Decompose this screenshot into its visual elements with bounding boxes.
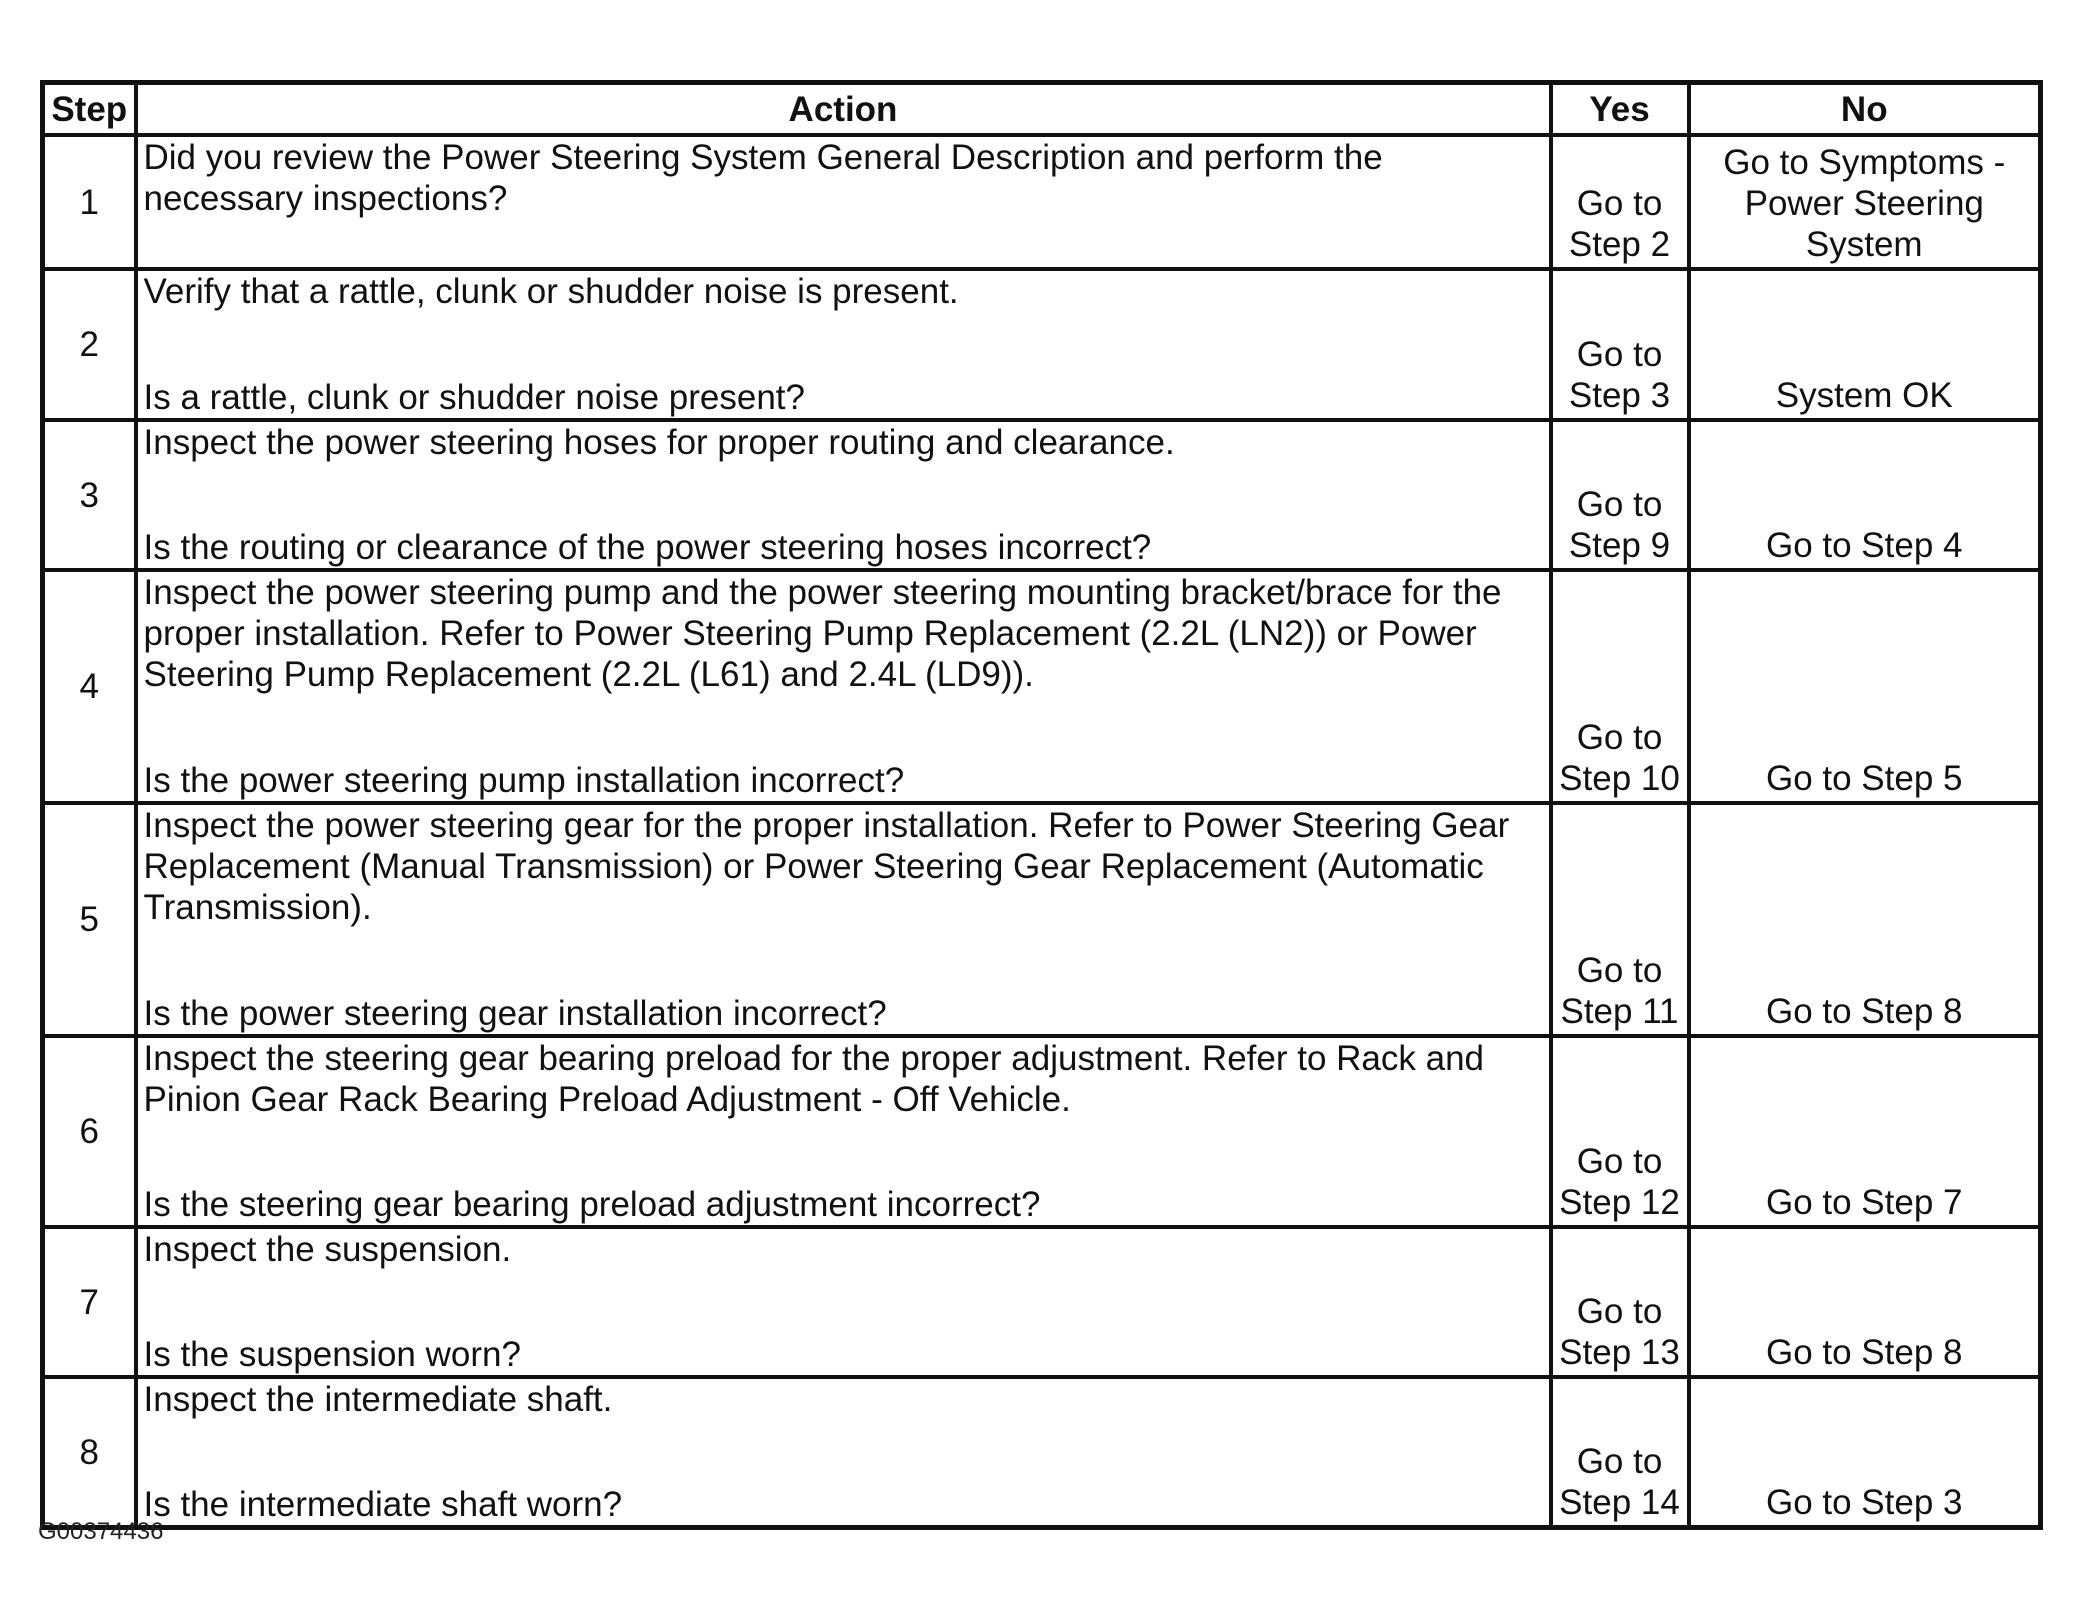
no-outcome: Go to Step 5: [1689, 570, 2041, 803]
figure-id: G00374436: [38, 1518, 164, 1545]
no-outcome: Go to Symptoms - Power Steering System: [1689, 135, 2041, 269]
header-no: No: [1689, 83, 2041, 136]
no-outcome: Go to Step 8: [1689, 1227, 2041, 1377]
action-cell: [136, 1377, 1551, 1528]
table-row: [43, 1377, 2041, 1528]
question-text: Is the intermediate shaft worn?: [143, 1485, 623, 1524]
header-step: Step: [43, 83, 136, 136]
yes-outcome: Go to Step 13: [1551, 1227, 1689, 1377]
no-outcome: Go to Step 8: [1689, 803, 2041, 1036]
action-cell: [136, 1036, 1551, 1227]
action-cell: [136, 803, 1551, 1036]
step-number: 8: [43, 1377, 136, 1528]
action-text: Inspect the steering gear bearing preload for the proper adjustment. Refer to Rack and Pinion Gear Rack Bearing Preload Adjustment - Off Vehicle.: [143, 1039, 1485, 1119]
yes-outcome: Go to Step 14: [1551, 1377, 1689, 1528]
action-cell: [136, 420, 1551, 570]
header-yes: Yes: [1551, 83, 1689, 136]
action-text: Inspect the intermediate shaft.: [143, 1380, 613, 1419]
action-cell: [136, 135, 1551, 269]
step-number: 5: [43, 803, 136, 1036]
table-row: [43, 135, 2041, 269]
yes-outcome: Go to Step 10: [1551, 570, 1689, 803]
table-row: [43, 803, 2041, 1036]
no-outcome: Go to Step 7: [1689, 1036, 2041, 1227]
question-text: Is a rattle, clunk or shudder noise present?: [143, 378, 805, 417]
yes-outcome: Go to Step 12: [1551, 1036, 1689, 1227]
action-text: Inspect the power steering hoses for proper routing and clearance.: [143, 423, 1175, 462]
table-row: [43, 1227, 2041, 1377]
table-row: [43, 570, 2041, 803]
action-cell: [136, 1227, 1551, 1377]
step-number: 3: [43, 420, 136, 570]
table-row: [43, 269, 2041, 420]
no-outcome: Go to Step 4: [1689, 420, 2041, 570]
action-text: Inspect the suspension.: [143, 1230, 512, 1269]
action-text: Inspect the power steering pump and the power steering mounting bracket/brace for the proper installation. Refer to Power Steering Pump Replacement (2.2L (LN2)) or Power Steering Pump Replacement (2.2L (L61) and 2.4L (LD9)).: [143, 573, 1502, 694]
question-text: Is the routing or clearance of the power steering hoses incorrect?: [143, 528, 1152, 567]
step-number: 2: [43, 269, 136, 420]
question-text: Is the power steering gear installation incorrect?: [143, 994, 887, 1033]
step-number: 7: [43, 1227, 136, 1377]
table-row: [43, 420, 2041, 570]
step-number: 6: [43, 1036, 136, 1227]
table-row: [43, 1036, 2041, 1227]
question-text: Is the suspension worn?: [143, 1335, 521, 1374]
question-text: Is the power steering pump installation incorrect?: [143, 761, 905, 800]
yes-outcome: Go to Step 11: [1551, 803, 1689, 1036]
yes-outcome: Go to Step 9: [1551, 420, 1689, 570]
action-cell: [136, 269, 1551, 420]
diagnostic-table: [40, 80, 2043, 1530]
action-text: Inspect the power steering gear for the proper installation. Refer to Power Steering Gear Replacement (Manual Transmission) or Power Steering Gear Replacement (Automatic Transmission).: [143, 806, 1510, 927]
action-text: Did you review the Power Steering System General Description and perform the necessary inspections?: [143, 138, 1383, 218]
yes-outcome: Go to Step 3: [1551, 269, 1689, 420]
header-row: [43, 83, 2041, 136]
no-outcome: System OK: [1689, 269, 2041, 420]
question-text: Is the steering gear bearing preload adjustment incorrect?: [143, 1185, 1041, 1224]
step-number: 1: [43, 135, 136, 269]
no-outcome: Go to Step 3: [1689, 1377, 2041, 1528]
yes-outcome: Go to Step 2: [1551, 135, 1689, 269]
action-cell: [136, 570, 1551, 803]
header-action: Action: [136, 83, 1551, 136]
action-text: Verify that a rattle, clunk or shudder noise is present.: [143, 272, 959, 311]
step-number: 4: [43, 570, 136, 803]
